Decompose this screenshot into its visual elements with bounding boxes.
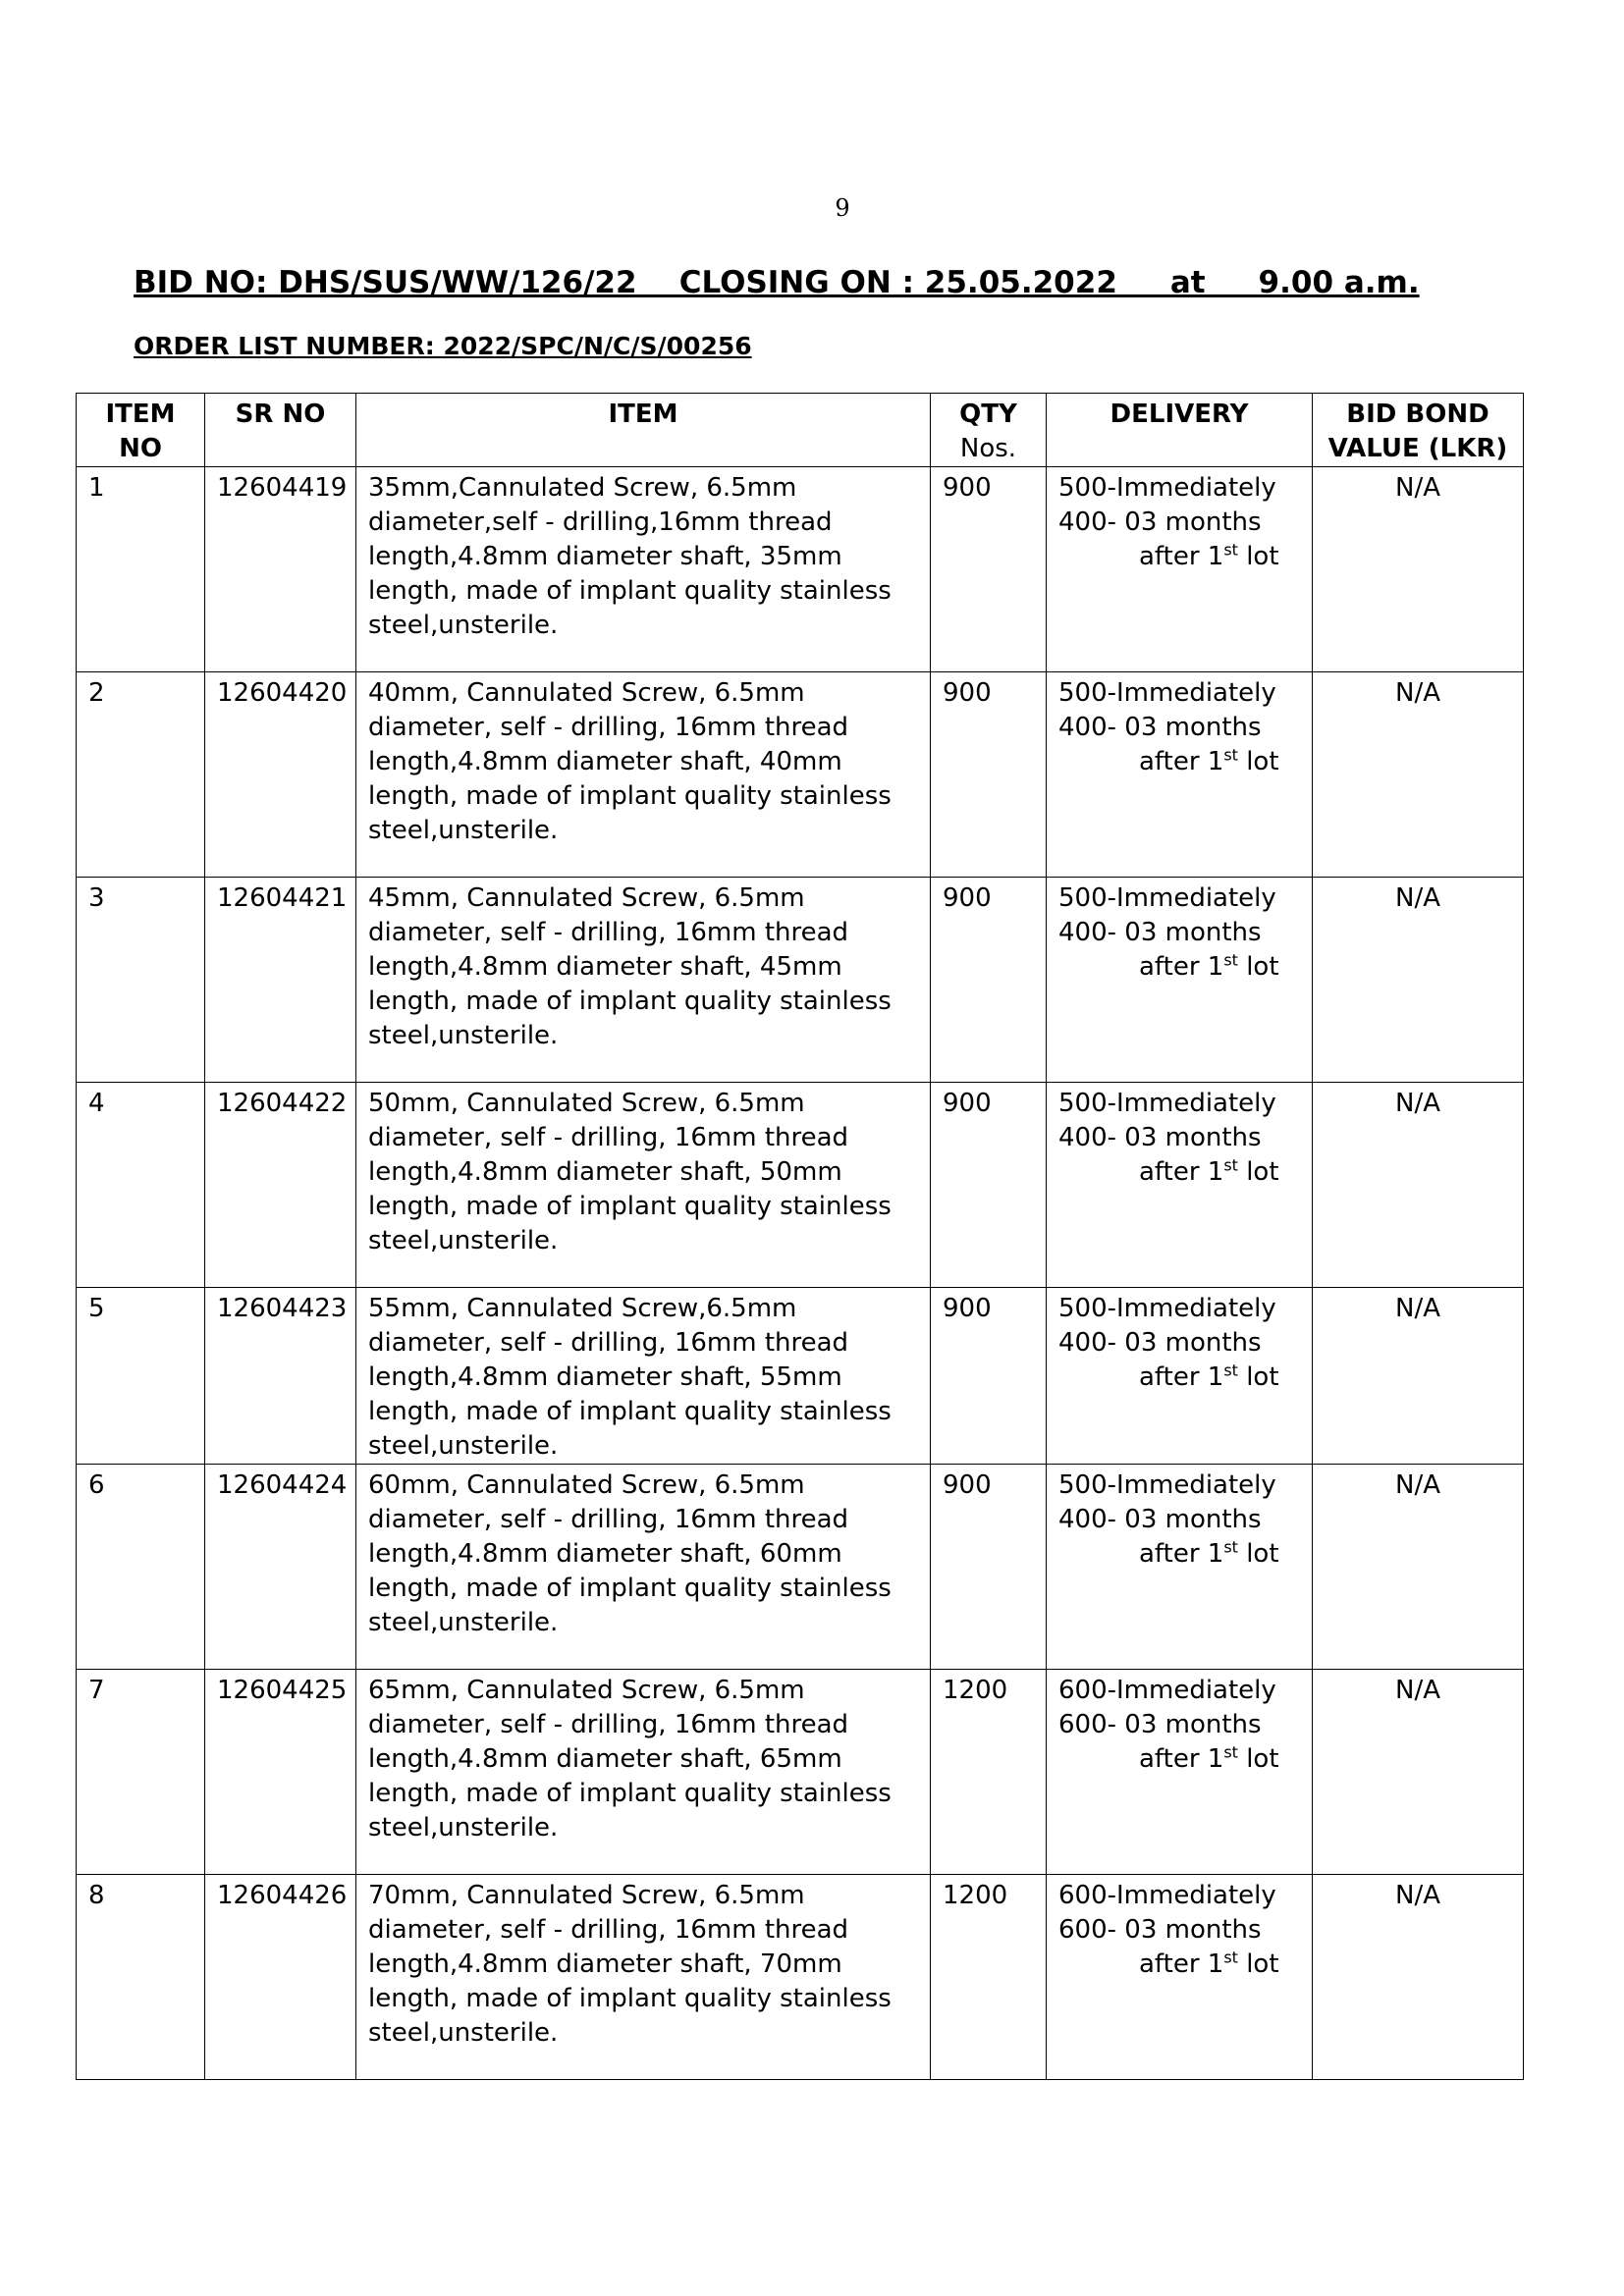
cell-item-description: 60mm, Cannulated Screw, 6.5mm diameter, self - drilling, 16mm thread length,4.8mm diameter shaft, 60mm length, made of implant quality stainless steel,unsterile. — [356, 1465, 931, 1670]
cell-delivery — [1047, 1875, 1313, 2080]
delivery-line-2: 400- 03 months — [1058, 1328, 1262, 1358]
delivery-after-text: after 1 — [1139, 1744, 1224, 1774]
cell-item-description: 55mm, Cannulated Screw,6.5mm diameter, self - drilling, 16mm thread length,4.8mm diameter shaft, 55mm length, made of implant quality stainless steel,unsterile. — [356, 1288, 931, 1465]
delivery-ordinal-suffix: st — [1223, 950, 1238, 970]
delivery-line-1: 500-Immediately — [1058, 678, 1276, 708]
table-row — [77, 1465, 1524, 1670]
delivery-line-3 — [1058, 1948, 1300, 1982]
delivery-lot-text: lot — [1237, 1949, 1279, 1979]
delivery-line-1: 500-Immediately — [1058, 1294, 1276, 1323]
cell-delivery — [1047, 1083, 1313, 1288]
cell-qty: 1200 — [931, 1670, 1047, 1875]
cell-item-description: 65mm, Cannulated Screw, 6.5mm diameter, self - drilling, 16mm thread length,4.8mm diameter shaft, 65mm length, made of implant quality stainless steel,unsterile. — [356, 1670, 931, 1875]
cell-delivery — [1047, 878, 1313, 1083]
cell-item-description: 50mm, Cannulated Screw, 6.5mm diameter, self - drilling, 16mm thread length,4.8mm diameter shaft, 50mm length, made of implant quality stainless steel,unsterile. — [356, 1083, 931, 1288]
delivery-line-2: 400- 03 months — [1058, 1123, 1262, 1152]
delivery-line-2: 600- 03 months — [1058, 1915, 1262, 1945]
table-header-row — [77, 394, 1524, 467]
header-qty-unit: Nos. — [959, 434, 1017, 463]
cell-sr-no: 12604425 — [205, 1670, 356, 1875]
table-row — [77, 1288, 1524, 1465]
delivery-after-text: after 1 — [1139, 1362, 1224, 1392]
cell-bid-bond: N/A — [1313, 1670, 1524, 1875]
bid-heading: BID NO: DHS/SUS/WW/126/22 CLOSING ON : 25.05.2022 at 9.00 a.m. — [134, 265, 1420, 300]
header-item: ITEM — [356, 394, 931, 467]
order-list-number: ORDER LIST NUMBER: 2022/SPC/N/C/S/00256 — [134, 332, 752, 360]
delivery-lot-text: lot — [1237, 1362, 1279, 1392]
delivery-line-2: 400- 03 months — [1058, 713, 1262, 742]
cell-sr-no: 12604419 — [205, 467, 356, 672]
delivery-line-3 — [1058, 1361, 1300, 1395]
delivery-line-1: 500-Immediately — [1058, 473, 1276, 503]
table-row — [77, 1083, 1524, 1288]
cell-item-no: 1 — [77, 467, 205, 672]
cell-item-no: 7 — [77, 1670, 205, 1875]
cell-bid-bond: N/A — [1313, 1875, 1524, 2080]
cell-delivery — [1047, 1465, 1313, 1670]
header-bid-bond: BID BOND VALUE (LKR) — [1313, 394, 1524, 467]
delivery-ordinal-suffix: st — [1223, 1537, 1238, 1557]
cell-delivery — [1047, 467, 1313, 672]
delivery-lot-text: lot — [1237, 1744, 1279, 1774]
delivery-line-3 — [1058, 1537, 1300, 1572]
cell-qty: 900 — [931, 1288, 1047, 1465]
cell-sr-no: 12604421 — [205, 878, 356, 1083]
cell-sr-no: 12604422 — [205, 1083, 356, 1288]
cell-bid-bond: N/A — [1313, 1288, 1524, 1465]
cell-bid-bond: N/A — [1313, 1083, 1524, 1288]
cell-sr-no: 12604420 — [205, 672, 356, 878]
delivery-ordinal-suffix: st — [1223, 1948, 1238, 1967]
delivery-line-3 — [1058, 1742, 1300, 1777]
cell-item-description: 45mm, Cannulated Screw, 6.5mm diameter, self - drilling, 16mm thread length,4.8mm diameter shaft, 45mm length, made of implant quality stainless steel,unsterile. — [356, 878, 931, 1083]
delivery-line-2: 400- 03 months — [1058, 918, 1262, 947]
delivery-line-1: 600-Immediately — [1058, 1881, 1276, 1910]
delivery-line-3 — [1058, 1155, 1300, 1190]
header-qty — [931, 394, 1047, 467]
cell-qty: 900 — [931, 672, 1047, 878]
table-row — [77, 878, 1524, 1083]
cell-qty: 900 — [931, 878, 1047, 1083]
cell-sr-no: 12604426 — [205, 1875, 356, 2080]
delivery-line-3 — [1058, 745, 1300, 779]
delivery-line-2: 600- 03 months — [1058, 1710, 1262, 1739]
cell-item-no: 8 — [77, 1875, 205, 2080]
cell-bid-bond: N/A — [1313, 467, 1524, 672]
delivery-lot-text: lot — [1237, 747, 1279, 776]
cell-item-description: 35mm,Cannulated Screw, 6.5mm diameter,self - drilling,16mm thread length,4.8mm diameter shaft, 35mm length, made of implant quality stainless steel,unsterile. — [356, 467, 931, 672]
header-delivery: DELIVERY — [1047, 394, 1313, 467]
table-row — [77, 467, 1524, 672]
delivery-line-2: 400- 03 months — [1058, 1505, 1262, 1534]
header-sr-no: SR NO — [205, 394, 356, 467]
cell-sr-no: 12604424 — [205, 1465, 356, 1670]
delivery-ordinal-suffix: st — [1223, 745, 1238, 765]
delivery-after-text: after 1 — [1139, 1157, 1224, 1187]
delivery-line-1: 500-Immediately — [1058, 883, 1276, 913]
cell-delivery — [1047, 672, 1313, 878]
delivery-after-text: after 1 — [1139, 542, 1224, 571]
delivery-after-text: after 1 — [1139, 747, 1224, 776]
table-row — [77, 672, 1524, 878]
cell-bid-bond: N/A — [1313, 878, 1524, 1083]
cell-delivery — [1047, 1288, 1313, 1465]
delivery-line-2: 400- 03 months — [1058, 507, 1262, 537]
cell-item-no: 3 — [77, 878, 205, 1083]
delivery-lot-text: lot — [1237, 1539, 1279, 1569]
cell-qty: 1200 — [931, 1875, 1047, 2080]
cell-item-description: 70mm, Cannulated Screw, 6.5mm diameter, self - drilling, 16mm thread length,4.8mm diameter shaft, 70mm length, made of implant quality stainless steel,unsterile. — [356, 1875, 931, 2080]
header-item-no: ITEM NO — [77, 394, 205, 467]
cell-item-description: 40mm, Cannulated Screw, 6.5mm diameter, self - drilling, 16mm thread length,4.8mm diameter shaft, 40mm length, made of implant quality stainless steel,unsterile. — [356, 672, 931, 878]
table-row — [77, 1670, 1524, 1875]
cell-item-no: 5 — [77, 1288, 205, 1465]
bid-items-table — [76, 393, 1524, 2080]
delivery-line-3 — [1058, 950, 1300, 985]
cell-sr-no: 12604423 — [205, 1288, 356, 1465]
delivery-line-1: 500-Immediately — [1058, 1470, 1276, 1500]
delivery-after-text: after 1 — [1139, 1539, 1224, 1569]
cell-qty: 900 — [931, 1083, 1047, 1288]
cell-bid-bond: N/A — [1313, 1465, 1524, 1670]
header-qty-label: QTY — [959, 400, 1017, 429]
table-row — [77, 1875, 1524, 2080]
delivery-lot-text: lot — [1237, 542, 1279, 571]
delivery-line-3 — [1058, 540, 1300, 574]
delivery-after-text: after 1 — [1139, 1949, 1224, 1979]
delivery-lot-text: lot — [1237, 952, 1279, 982]
delivery-ordinal-suffix: st — [1223, 540, 1238, 560]
cell-qty: 900 — [931, 467, 1047, 672]
delivery-ordinal-suffix: st — [1223, 1155, 1238, 1175]
delivery-line-1: 600-Immediately — [1058, 1676, 1276, 1705]
cell-item-no: 2 — [77, 672, 205, 878]
page-number: 9 — [835, 194, 850, 222]
cell-qty: 900 — [931, 1465, 1047, 1670]
delivery-ordinal-suffix: st — [1223, 1742, 1238, 1762]
delivery-line-1: 500-Immediately — [1058, 1089, 1276, 1118]
delivery-ordinal-suffix: st — [1223, 1361, 1238, 1380]
delivery-after-text: after 1 — [1139, 952, 1224, 982]
delivery-lot-text: lot — [1237, 1157, 1279, 1187]
cell-item-no: 6 — [77, 1465, 205, 1670]
cell-item-no: 4 — [77, 1083, 205, 1288]
cell-bid-bond: N/A — [1313, 672, 1524, 878]
cell-delivery — [1047, 1670, 1313, 1875]
